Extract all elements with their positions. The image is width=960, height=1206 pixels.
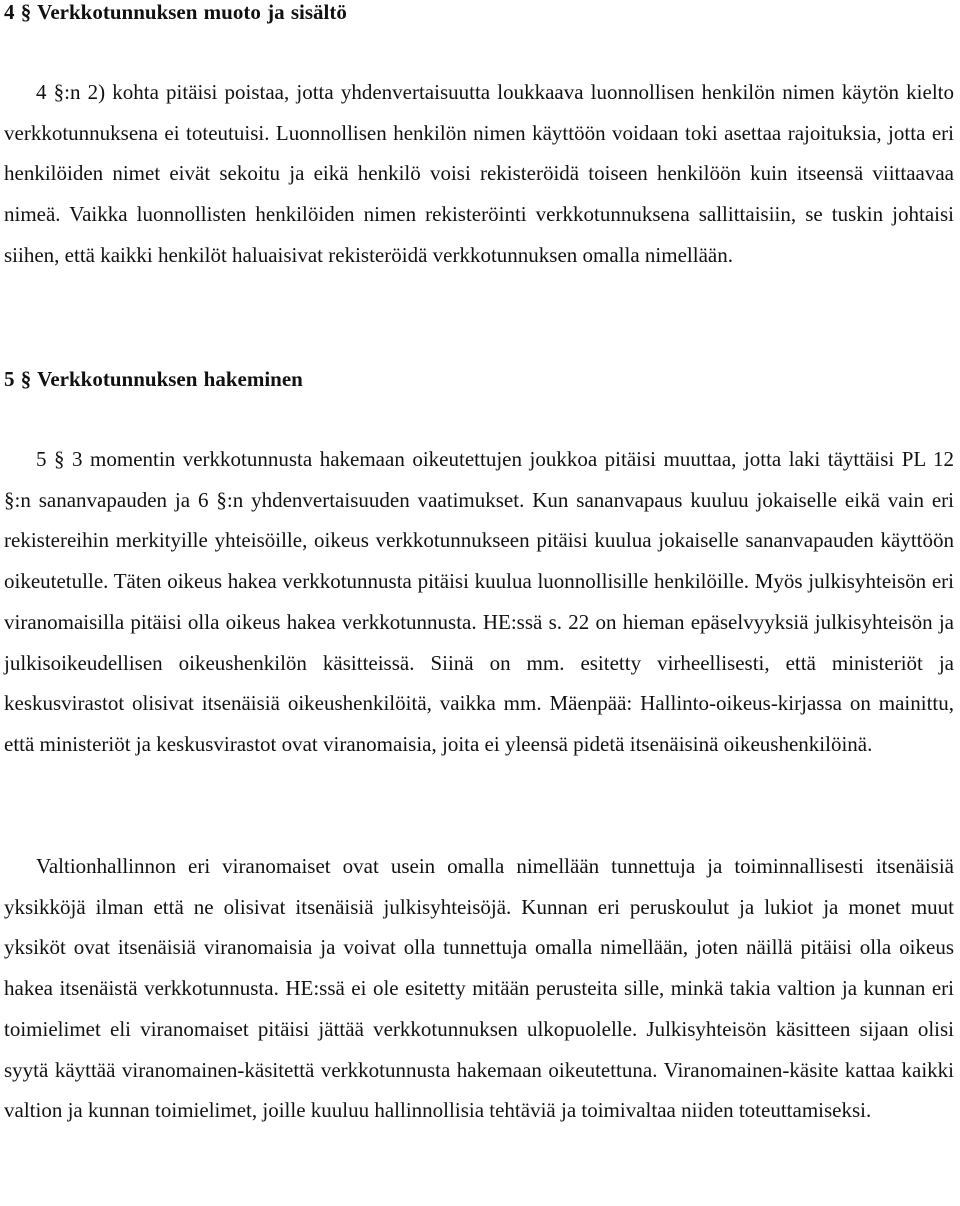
section-4-heading: 4 § Verkkotunnuksen muoto ja sisältö — [4, 0, 347, 24]
section-5-paragraph-1: 5 § 3 momentin verkkotunnusta hakemaan oikeutettujen joukkoa pitäisi muuttaa, jotta laki täyttäisi PL 12 §:n sananvapauden ja 6 §:n yhdenvertaisuuden vaatimukset. Kun sananvapaus kuuluu jokaiselle eikä vain eri rekistereihin merkityille yhteisöille, oikeus verkkotunnukseen pitäisi kuulua jokaiselle sananvapauden käyttöön oikeutetulle. Täten oikeus hakea verkkotunnusta pitäisi kuulua luonnollisille henkilöille. Myös julkisyhteisön eri viranomaisilla pitäisi olla oikeus hakea verkkotunnusta. HE:ssä s. 22 on hieman epäselvyyksiä julkisyhteisön ja julkisoikeudellisen oikeushenkilön käsitteissä. Siinä on mm. esitetty virheellisesti, että ministeriöt ja keskusvirastot olisivat itsenäisiä oikeushenkilöitä, vaikka mm. Mäenpää: Hallinto-oikeus-kirjassa on mainittu, että ministeriöt ja keskusvirastot ovat viranomaisia, joita ei yleensä pidetä itsenäisinä oikeushenkilöinä. — [4, 447, 954, 756]
section-4-paragraph: 4 §:n 2) kohta pitäisi poistaa, jotta yhdenvertaisuutta loukkaava luonnollisen henkilön nimen käytön kielto verkkotunnuksena ei toteutuisi. Luonnollisen henkilön nimen käyttöön voidaan toki asettaa rajoituksia, jotta eri henkilöiden nimet eivät sekoitu ja eikä henkilö voisi rekisteröidä toiseen henkilöön kuin itseensä viittaavaa nimeä. Vaikka luonnollisten henkilöiden nimen rekisteröinti verkkotunnuksena sallittaisiin, se tuskin johtaisi siihen, että kaikki henkilöt haluaisivat rekisteröidä verkkotunnuksen omalla nimellään. — [4, 80, 954, 267]
section-5-paragraph-2: Valtionhallinnon eri viranomaiset ovat usein omalla nimellään tunnettuja ja toiminnallisesti itsenäisiä yksikköjä ilman että ne olisivat itsenäisiä julkisyhteisöjä. Kunnan eri peruskoulut ja lukiot ja monet muut yksiköt ovat itsenäisiä viranomaisia ja voivat olla tunnettuja omalla nimellään, joten näillä pitäisi olla oikeus hakea itsenäistä verkkotunnusta. HE:ssä ei ole esitetty mitään perusteita sille, minkä takia valtion ja kunnan eri toimielimet eli viranomaiset pitäisi jättää verkkotunnuksen ulkopuolelle. Julkisyhteisön käsitteen sijaan olisi syytä käyttää viranomainen-käsitettä verkkotunnusta hakemaan oikeutettuna. Viranomainen-käsite kattaa kaikki valtion ja kunnan toimielimet, joille kuuluu hallinnollisia tehtäviä ja toimivaltaa niiden toteuttamiseksi. — [4, 854, 954, 1123]
section-5-heading: 5 § Verkkotunnuksen hakeminen — [4, 367, 303, 391]
